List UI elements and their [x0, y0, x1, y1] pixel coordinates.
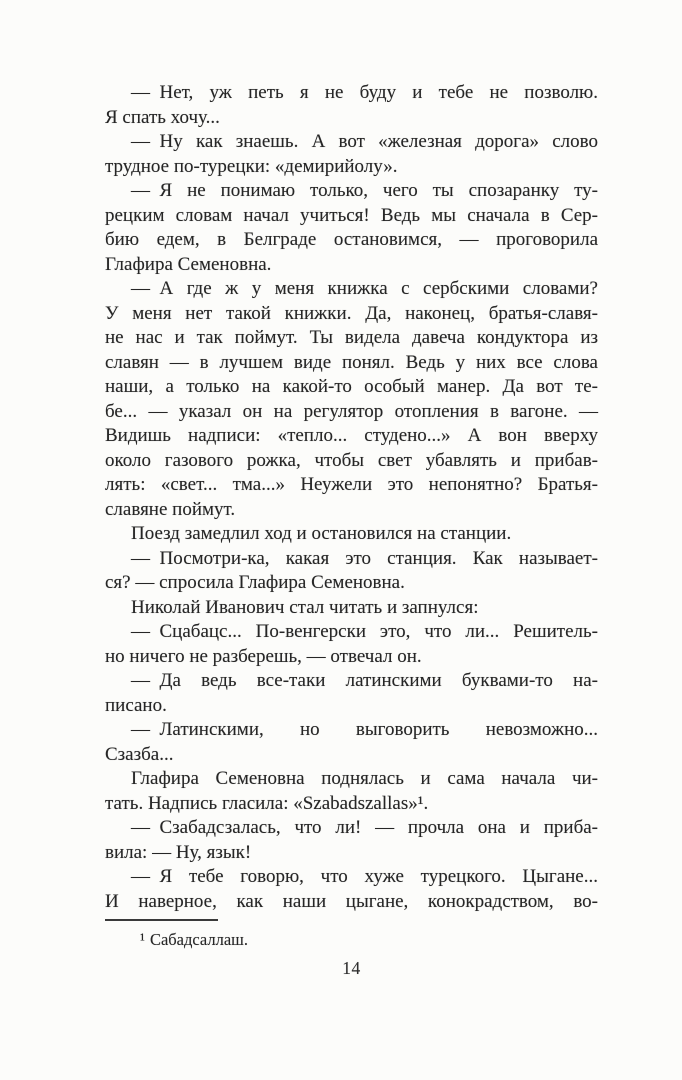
text-line: наши, а только на какой-то особый манер. Да вот те-	[105, 376, 598, 397]
text-line: бию едем, в Белграде остановимся, — проговорила	[105, 229, 598, 250]
text-line: И наверное, как наши цыгане, конокрадством, во-	[105, 890, 598, 912]
footnote-text: Сабадсаллаш.	[149, 930, 249, 949]
text-line: не нас и так поймут. Ты видела давеча кондуктора из	[105, 327, 598, 348]
text-line: — Я тебе говорю, что хуже турецкого. Цыгане...	[131, 866, 598, 887]
text-block	[105, 81, 598, 914]
text-line: рецким словам начал учиться! Ведь мы сначала в Сер-	[105, 204, 598, 226]
text-line: У меня нет такой книжки. Да, наконец, братья-славя-	[105, 302, 598, 324]
text-line: Глафира Семеновна поднялась и сама начала чи-	[131, 768, 598, 789]
footnote	[105, 929, 598, 950]
text-line: славяне поймут.	[105, 498, 236, 520]
text-line: — Ну как знаешь. А вот «железная дорога» слово	[131, 131, 598, 152]
text-line: Я спать хочу...	[105, 106, 220, 128]
text-line: Поезд замедлил ход и остановился на станции.	[131, 523, 512, 544]
text-line: Сзазба...	[105, 743, 174, 765]
text-line: писано.	[105, 694, 167, 716]
text-line: — Да ведь все-таки латинскими буквами-то на-	[131, 670, 598, 691]
text-line: трудное по-турецки: «демирийолу».	[105, 155, 398, 177]
text-line: — А где ж у меня книжка с сербскими словами?	[131, 278, 598, 299]
text-line: вила: — Ну, язык!	[105, 841, 252, 863]
text-line: — Посмотри-ка, какая это станция. Как называет-	[131, 547, 598, 569]
text-line: бе... — указал он на регулятор отопления в вагоне. —	[105, 400, 598, 422]
text-line: около газового рожка, чтобы свет убавлять и прибав-	[105, 449, 598, 471]
text-line: — Сзабадсзалась, что ли! — прочла она и приба-	[131, 817, 598, 838]
page-number: 14	[342, 958, 361, 978]
text-line: ся? — спросила Глафира Семеновна.	[105, 572, 405, 593]
text-line: Видишь надписи: «тепло... студено...» А вон вверху	[105, 425, 598, 446]
text-line: — Я не понимаю только, чего ты спозаранку ту-	[131, 180, 598, 201]
footnote-marker: ¹	[140, 930, 145, 949]
text-line: Николай Иванович стал читать и запнулся:	[131, 596, 479, 618]
text-line: — Латинскими, но выговорить невозможно...	[131, 719, 598, 740]
text-line: тать. Надпись гласила: «Szabadszallas»¹.	[105, 792, 429, 814]
text-line: славян — в лучшем виде понял. Ведь у них все слова	[105, 351, 598, 373]
text-line: Глафира Семеновна.	[105, 253, 272, 275]
text-line: но ничего не разберешь, — отвечал он.	[105, 645, 422, 667]
text-line: лять: «свет... тма...» Неужели это непонятно? Братья-	[105, 474, 598, 495]
text-line: — Нет, уж петь я не буду и тебе не позволю.	[131, 82, 598, 103]
text-line: — Сцабацс... По-венгерски это, что ли... Решитель-	[131, 621, 598, 642]
footnote-separator	[105, 919, 218, 921]
